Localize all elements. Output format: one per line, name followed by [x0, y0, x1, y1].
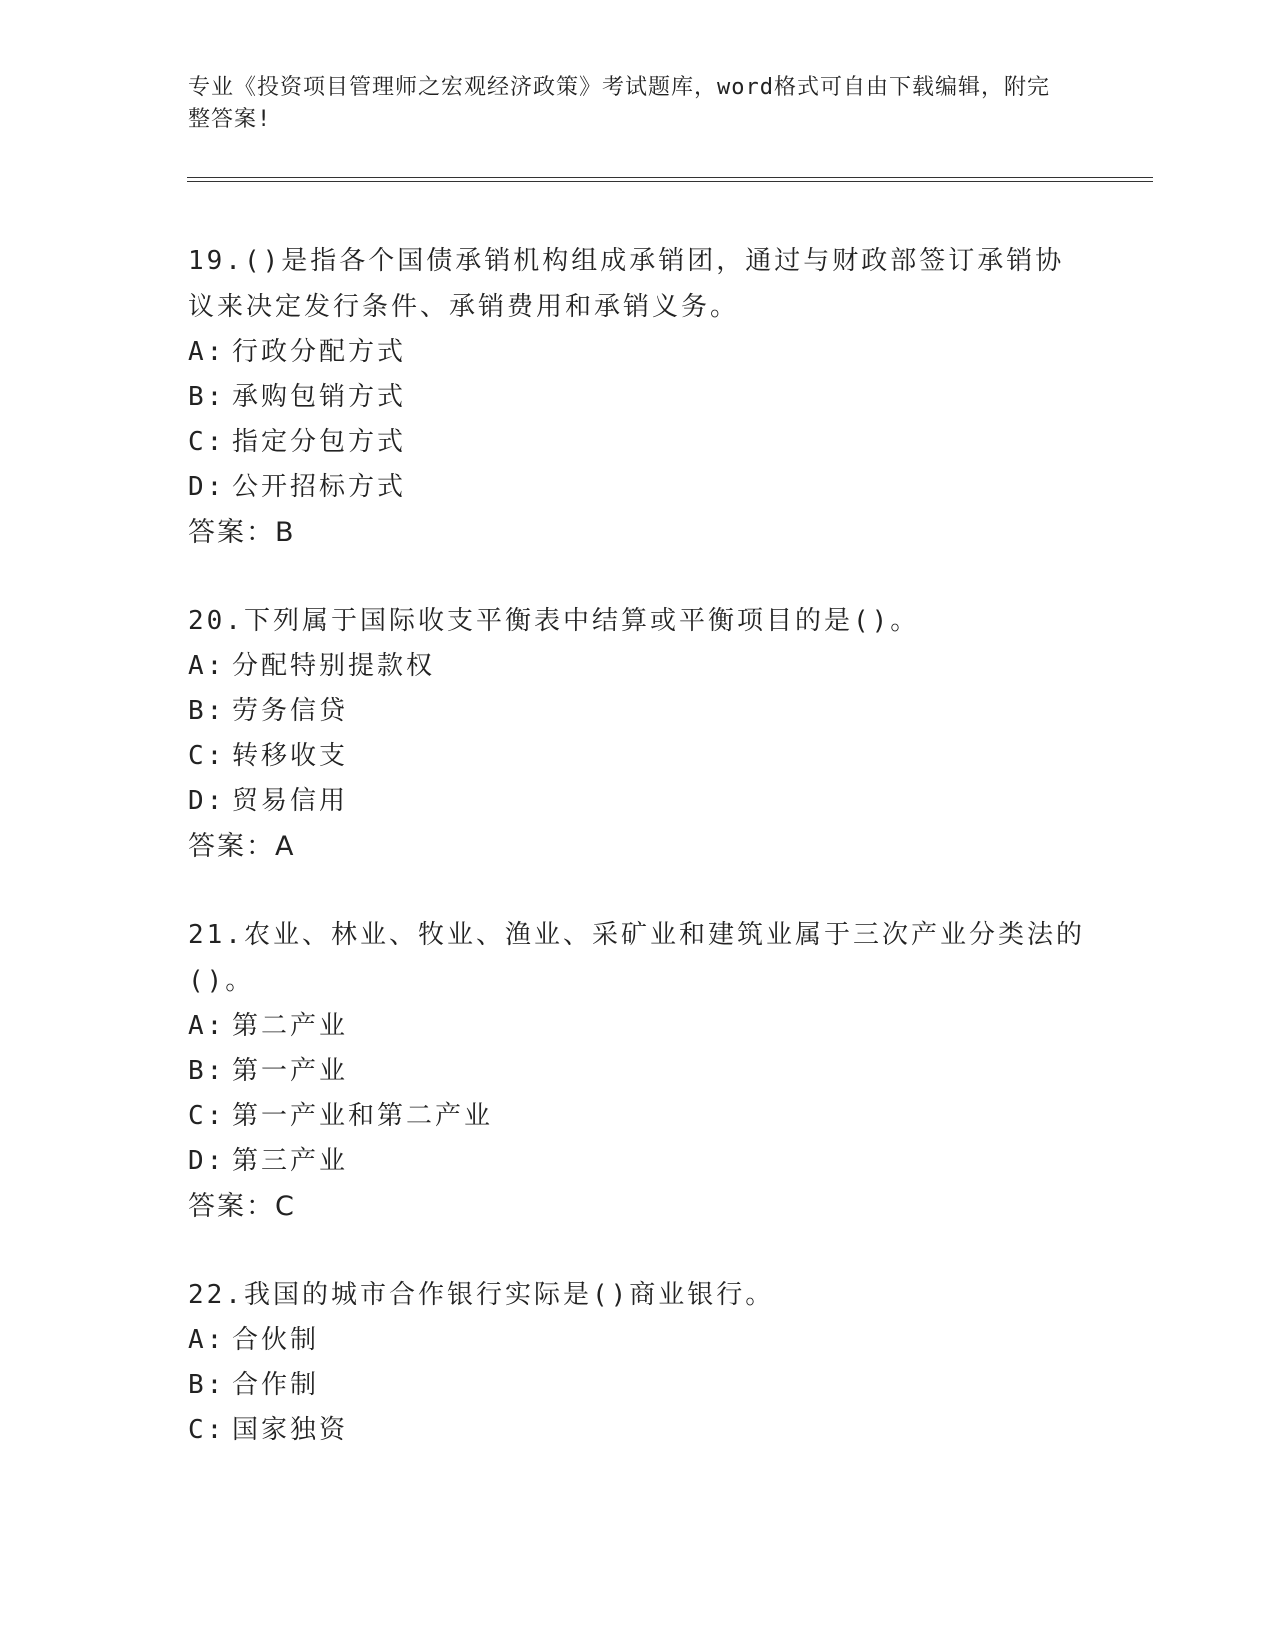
option-text: 第一产业	[232, 1056, 349, 1086]
option-text: 合作制	[232, 1370, 320, 1400]
option-b	[188, 375, 1088, 420]
option-key: B:	[188, 382, 226, 412]
question-stem: 22.我国的城市合作银行实际是()商业银行。	[188, 1280, 775, 1310]
option-b	[188, 1363, 1088, 1408]
option-key: D:	[188, 472, 226, 502]
option-d	[188, 779, 1088, 824]
question-19	[188, 238, 1088, 556]
option-key: D:	[188, 786, 226, 816]
option-text: 公开招标方式	[232, 472, 407, 502]
option-a	[188, 644, 1088, 689]
option-a	[188, 1004, 1088, 1049]
option-d	[188, 465, 1088, 510]
option-b	[188, 689, 1088, 734]
option-key: B:	[188, 1370, 226, 1400]
option-text: 国家独资	[232, 1415, 349, 1445]
header-divider	[187, 177, 1153, 182]
answer-line: 答案：C	[188, 1191, 296, 1222]
option-key: B:	[188, 1056, 226, 1086]
option-c	[188, 1408, 1088, 1453]
option-key: A:	[188, 337, 226, 367]
option-key: A:	[188, 1325, 226, 1355]
question-stem: 20.下列属于国际收支平衡表中结算或平衡项目的是()。	[188, 606, 920, 636]
option-key: A:	[188, 1011, 226, 1041]
option-key: B:	[188, 696, 226, 726]
option-key: C:	[188, 1101, 226, 1131]
option-text: 第一产业和第二产业	[232, 1101, 494, 1131]
question-stem: 19.()是指各个国债承销机构组成承销团，通过与财政部签订承销协议来决定发行条件、承销费用和承销义务。	[188, 246, 1065, 322]
option-text: 合伙制	[232, 1325, 320, 1355]
question-list	[188, 238, 1088, 1495]
question-21	[188, 912, 1088, 1230]
option-b	[188, 1049, 1088, 1094]
option-c	[188, 420, 1088, 465]
option-key: A:	[188, 651, 226, 681]
option-text: 分配特别提款权	[232, 651, 436, 681]
option-key: C:	[188, 1415, 226, 1445]
option-a	[188, 330, 1088, 375]
option-text: 第三产业	[232, 1146, 349, 1176]
option-c	[188, 734, 1088, 779]
option-c	[188, 1094, 1088, 1139]
document-header: 专业《投资项目管理师之宏观经济政策》考试题库，word格式可自由下载编辑，附完整答案!	[188, 75, 1050, 132]
answer-line: 答案：B	[188, 517, 296, 548]
option-key: C:	[188, 427, 226, 457]
question-22	[188, 1272, 1088, 1453]
question-20	[188, 598, 1088, 870]
option-text: 行政分配方式	[232, 337, 407, 367]
option-text: 第二产业	[232, 1011, 349, 1041]
option-a	[188, 1318, 1088, 1363]
question-stem: 21.农业、林业、牧业、渔业、采矿业和建筑业属于三次产业分类法的()。	[188, 920, 1085, 996]
option-text: 转移收支	[232, 741, 349, 771]
answer-line: 答案：A	[188, 831, 296, 862]
option-key: C:	[188, 741, 226, 771]
option-d	[188, 1139, 1088, 1184]
option-text: 贸易信用	[232, 786, 349, 816]
option-key: D:	[188, 1146, 226, 1176]
option-text: 指定分包方式	[232, 427, 407, 457]
option-text: 劳务信贷	[232, 696, 349, 726]
option-text: 承购包销方式	[232, 382, 407, 412]
